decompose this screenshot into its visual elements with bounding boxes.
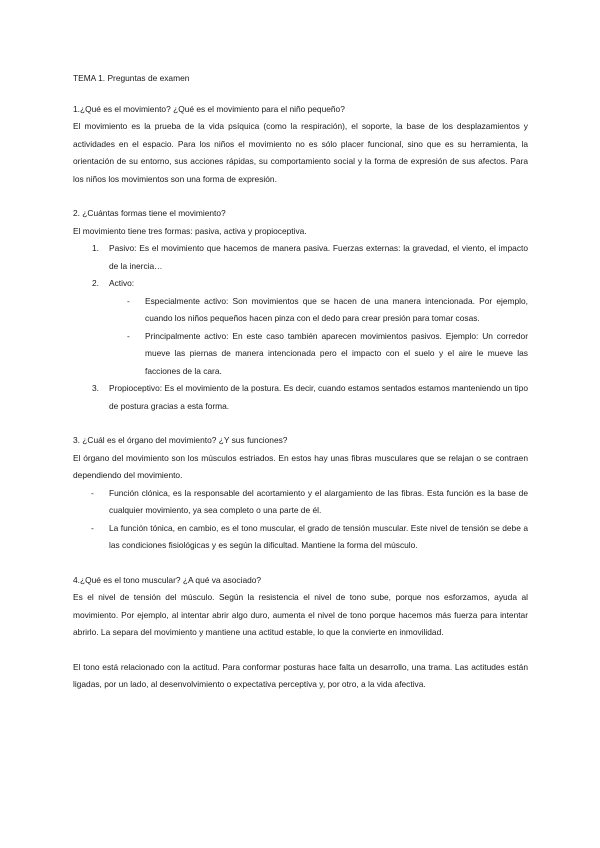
dash-bullet: - (127, 330, 130, 341)
answer-4-paragraph-1: Es el nivel de tensión del músculo. Según la resistencia el nivel de tono sube, porque nos esforzamos, ayuda al movimiento. Por ejemplo, al intentar abrir algo duro, aumenta el nivel de tono porque hacemos más fuerza para intentar abrirlo. La separa del movimiento y mantiene una actitud estable, lo que la convierte en inmovilidad. (73, 592, 528, 637)
list-item (73, 275, 528, 380)
question-2-heading: 2. ¿Cuántas formas tiene el movimiento? (73, 208, 226, 218)
list-item-text: Activo: (109, 278, 135, 288)
answer-2-intro: El movimiento tiene tres formas: pasiva, activa y propioceptiva. (73, 225, 307, 236)
section-4 (73, 572, 528, 694)
dash-bullet: - (91, 522, 94, 533)
active-subtypes-list (73, 293, 528, 381)
list-item-text: La función tónica, en cambio, es el tono muscular, el grado de tensión muscular. Este nivel de tensión se debe a las condiciones fisiológicas y es según la dificultad. Mantiene la forma del músculo. (109, 522, 528, 550)
sub-list-item-text: Especialmente activo: Son movimientos que se hacen de una manera intencionada. Por ejemplo, cuando los niños pequeños hacen pinza con el dedo para crear presión para tomar cosas. (145, 295, 528, 323)
list-number: 2. (92, 278, 99, 288)
section-3 (73, 432, 528, 555)
dash-bullet: - (91, 487, 94, 498)
list-item (73, 485, 528, 520)
list-item-text: Pasivo: Es el movimiento que hacemos de manera pasiva. Fuerzas externas: la gravedad, el viento, el impacto de la inercia… (109, 243, 528, 271)
sub-list-item (73, 328, 528, 381)
list-item (73, 520, 528, 555)
answer-1-paragraph: El movimiento es la prueba de la vida psíquica (como la respiración), el soporte, la base de los desplazamientos y actividades en el espacio. Para los niños el movimiento no es sólo placer funcional, sino que es su herramienta, la orientación de su entorno, sus acciones rápidas, su comportamiento social y la forma de expresión de sus afectos. Para los niños los movimientos son una forma de expresión. (73, 121, 528, 184)
document-page (73, 70, 528, 711)
list-number: 3. (92, 383, 99, 393)
answer-3-intro: El órgano del movimiento son los músculos estriados. En estos hay unas fibras musculares que se relajan o se contraen dependiendo del movimiento. (73, 452, 528, 480)
dash-bullet: - (127, 295, 130, 306)
question-4-heading: 4.¿Qué es el tono muscular? ¿A qué va asociado? (73, 574, 262, 585)
list-item-text: Función clónica, es la responsable del acortamiento y el alargamiento de las fibras. Esta función es la base de cualquier movimiento, ya sea completo o una parte de él. (109, 487, 528, 515)
question-1-heading: 1.¿Qué es el movimiento? ¿Qué es el movimiento para el niño pequeño? (73, 103, 345, 114)
list-item (73, 240, 528, 275)
section-1 (73, 101, 528, 189)
answer-4-paragraph-2: El tono está relacionado con la actitud. Para conformar posturas hace falta un desarrollo, una trama. Las actitudes están ligadas, por un lado, al desenvolvimiento o expectativa perceptiva y, por otro, a la vida afectiva. (73, 661, 528, 689)
sub-list-item (73, 293, 528, 328)
document-title: TEMA 1. Preguntas de examen (73, 73, 190, 83)
movement-forms-list (73, 240, 528, 415)
section-2 (73, 205, 528, 415)
sub-list-item-text: Principalmente activo: En este caso también aparecen movimientos pasivos. Ejemplo: Un corredor mueve las piernas de manera intencionada pero el impacto con el suelo y el aire le mueve las facciones de la cara. (145, 330, 528, 376)
list-item-text: Propioceptivo: Es el movimiento de la postura. Es decir, cuando estamos sentados estamos manteniendo un tipo de postura gracias a esta forma. (109, 383, 528, 411)
muscle-functions-list (73, 485, 528, 555)
list-item (73, 380, 528, 415)
question-3-heading: 3. ¿Cuál es el órgano del movimiento? ¿Y sus funciones? (73, 435, 288, 445)
paragraph-spacer (73, 642, 528, 659)
list-number: 1. (92, 243, 99, 253)
